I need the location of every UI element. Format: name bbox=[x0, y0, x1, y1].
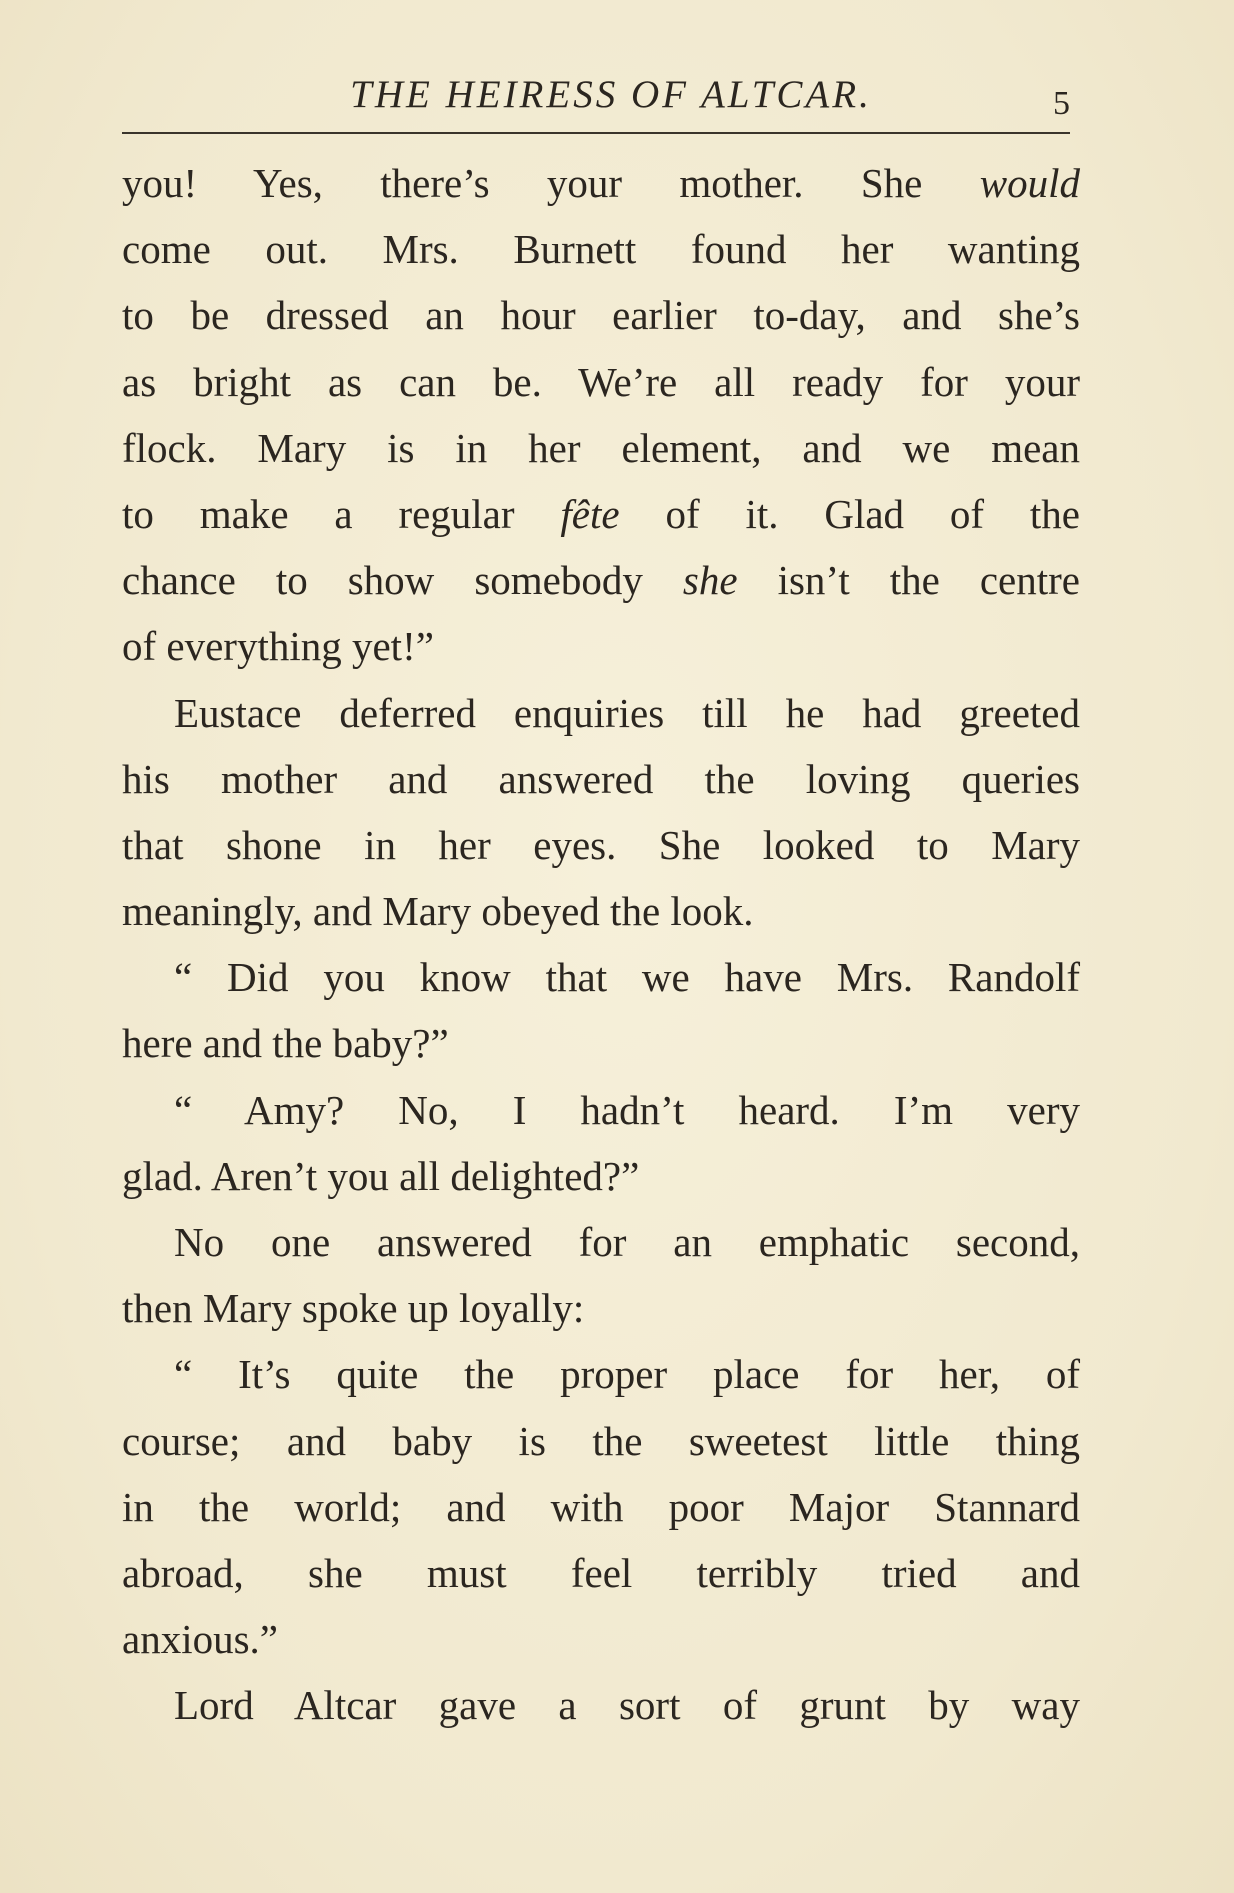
text-run: to make a regular bbox=[122, 490, 561, 537]
text-line bbox=[122, 1209, 1080, 1275]
text-run: of it. Glad of the bbox=[619, 490, 1080, 537]
text-run: here and the baby?” bbox=[122, 1020, 449, 1067]
page-number: 5 bbox=[1053, 85, 1070, 122]
text-line bbox=[122, 1341, 1080, 1407]
text-run: anxious.” bbox=[122, 1616, 278, 1663]
header-rule bbox=[122, 132, 1070, 134]
text-run: as bright as can be. We’re all ready for your bbox=[122, 358, 1080, 405]
text-line bbox=[122, 150, 1080, 216]
text-run: then Mary spoke up loyally: bbox=[122, 1285, 585, 1332]
text-run: “ Amy? No, I hadn’t heard. I’m very bbox=[174, 1086, 1080, 1133]
text-run: Eustace deferred enquiries till he had greeted bbox=[174, 689, 1080, 736]
text-run: his mother and answered the loving queries bbox=[122, 755, 1080, 802]
text-run: in the world; and with poor Major Stannard bbox=[122, 1483, 1080, 1530]
text-run: meaningly, and Mary obeyed the look. bbox=[122, 888, 754, 935]
text-line bbox=[122, 1143, 1080, 1209]
text-run: flock. Mary is in her element, and we mean bbox=[122, 424, 1080, 471]
text-run: Lord Altcar gave a sort of grunt by way bbox=[174, 1682, 1080, 1729]
text-line bbox=[122, 944, 1080, 1010]
text-line bbox=[122, 746, 1080, 812]
text-line bbox=[122, 216, 1080, 282]
text-run: abroad, she must feel terribly tried and bbox=[122, 1549, 1080, 1596]
italic-run: would bbox=[979, 160, 1080, 206]
text-line bbox=[122, 1474, 1080, 1540]
text-line bbox=[122, 680, 1080, 746]
text-line bbox=[122, 1606, 1080, 1672]
text-line bbox=[122, 547, 1080, 613]
text-line bbox=[122, 349, 1080, 415]
text-line bbox=[122, 1275, 1080, 1341]
italic-run: she bbox=[682, 557, 738, 604]
text-line bbox=[122, 282, 1080, 348]
running-title: THE HEIRESS OF ALTCAR. bbox=[350, 73, 872, 116]
text-line bbox=[122, 878, 1080, 944]
text-run: you! Yes, there’s your mother. She bbox=[122, 160, 980, 206]
text-run: No one answered for an emphatic second, bbox=[174, 1219, 1080, 1265]
text-line bbox=[122, 1672, 1080, 1738]
text-line bbox=[122, 1077, 1080, 1143]
text-run: “ It’s quite the proper place for her, of bbox=[174, 1351, 1080, 1398]
italic-run: fête bbox=[560, 490, 620, 537]
text-run: glad. Aren’t you all delighted?” bbox=[122, 1152, 640, 1199]
text-line bbox=[122, 1540, 1080, 1606]
text-run: to be dressed an hour earlier to-day, and she’s bbox=[122, 292, 1080, 339]
text-run: chance to show somebody bbox=[122, 557, 683, 604]
text-run: course; and baby is the sweetest little thing bbox=[122, 1417, 1080, 1464]
text-line bbox=[122, 415, 1080, 481]
text-run: isn’t the centre bbox=[737, 557, 1080, 604]
text-run: that shone in her eyes. She looked to Mary bbox=[122, 821, 1080, 868]
text-run: come out. Mrs. Burnett found her wanting bbox=[122, 226, 1080, 273]
text-line bbox=[122, 1010, 1080, 1076]
text-run: of everything yet!” bbox=[122, 623, 434, 670]
text-line bbox=[122, 613, 1080, 679]
text-line bbox=[122, 481, 1080, 547]
text-line bbox=[122, 1408, 1080, 1474]
text-line bbox=[122, 812, 1080, 878]
text-run: “ Did you know that we have Mrs. Randolf bbox=[174, 954, 1080, 1001]
page-header bbox=[122, 70, 1070, 120]
body-text bbox=[122, 150, 1080, 1739]
